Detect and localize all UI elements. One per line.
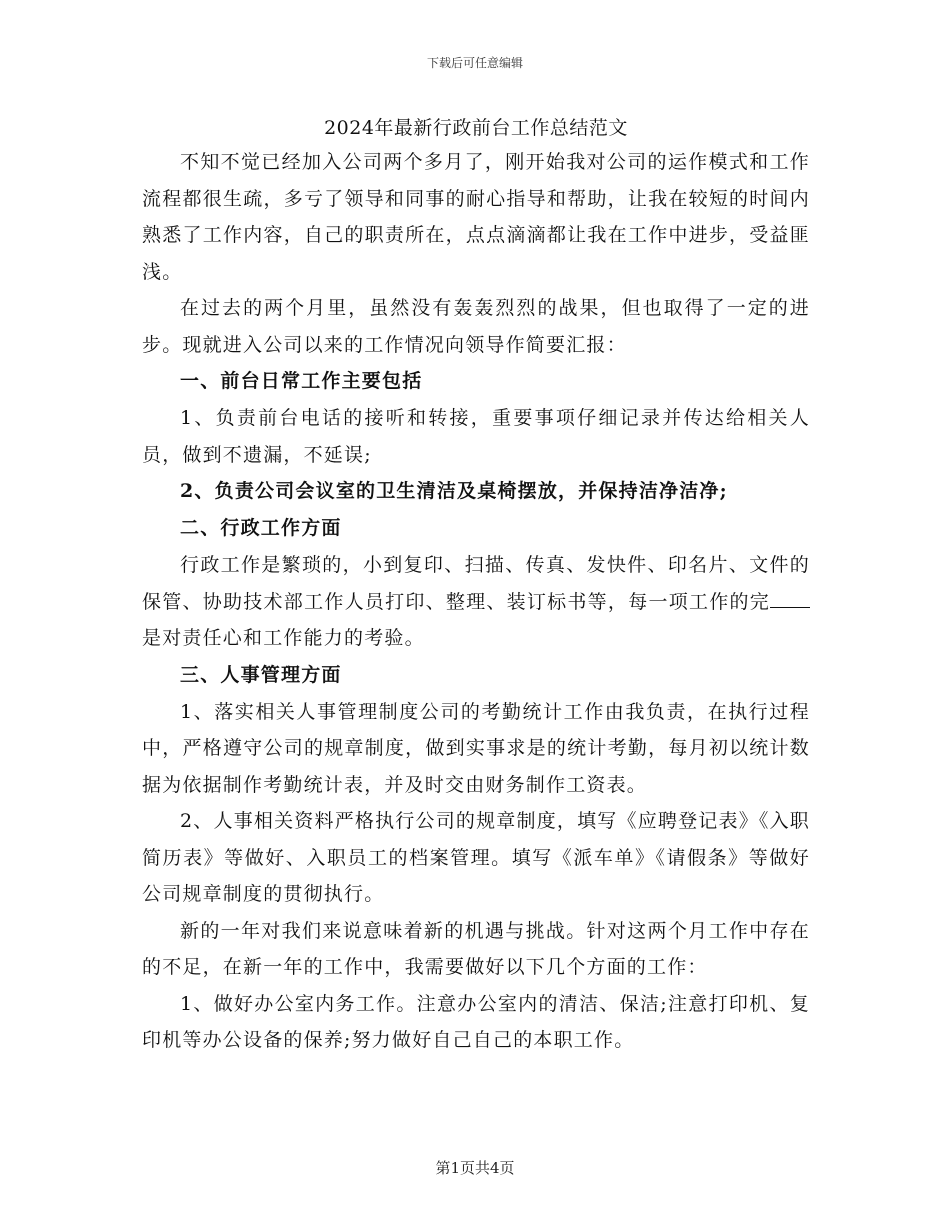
paragraph-meeting-room: 2、负责公司会议室的卫生清洁及桌椅摆放，并保持洁净洁净;: [180, 480, 728, 502]
paragraph-intro: 不知不觉已经加入公司两个多月了，刚开始我对公司的运作模式和工作流程都很生疏，多亏了领导和同事的耐心指导和帮助，让我在较短的时间内熟悉了工作内容，自己的职责所在，点点滴滴都让我在工作中进步，受益匪浅。: [142, 151, 810, 283]
paragraph-hr-records: 2、人事相关资料严格执行公司的规章制度，填写《应聘登记表》《入职简历表》等做好、入职员工的档案管理。填写《派车单》《请假条》等做好公司规章制度的贯彻执行。: [142, 810, 810, 905]
paragraph-phone-duty: 1、负责前台电话的接听和转接，重要事项仔细记录并传达给相关人员，做到不遗漏，不延误;: [142, 407, 810, 466]
document-body: [142, 112, 810, 1059]
paragraph-summary: 在过去的两个月里，虽然没有轰轰烈烈的战果，但也取得了一定的进步。现就进入公司以来的工作情况向领导作简要汇报：: [142, 297, 810, 356]
paragraph-admin-work-part-b: 是对责任心和工作能力的考验。: [142, 627, 425, 649]
page-header: 下载后可任意编辑: [426, 56, 523, 70]
paragraph-admin-work: [142, 547, 810, 657]
paragraph-new-year: 新的一年对我们来说意味着新的机遇与挑战。针对这两个月工作中存在的不足，在新一年的工作中，我需要做好以下几个方面的工作：: [142, 919, 810, 978]
paragraph-admin-work-part-a: 行政工作是繁琐的，小到复印、扫描、传真、发快件、印名片、文件的保管、协助技术部工作人员打印、整理、装订标书等，每一项工作的完: [142, 554, 810, 613]
document-title: 2024年最新行政前台工作总结范文: [324, 117, 628, 139]
paragraph-attendance: 1、落实相关人事管理制度公司的考勤统计工作由我负责，在执行过程中，严格遵守公司的规章制度，做到实事求是的统计考勤，每月初以统计数据为依据制作考勤统计表，并及时交由财务制作工资表。: [142, 700, 810, 796]
section-heading-admin: 二、行政工作方面: [180, 517, 342, 539]
page-footer: 第1页共4页: [435, 1159, 515, 1177]
blank-underline: [770, 589, 810, 608]
section-heading-hr: 三、人事管理方面: [180, 663, 342, 686]
paragraph-office-duties: 1、做好办公室内务工作。注意办公室内的清洁、保洁;注意打印机、复印机等办公设备的保养;努力做好自己自己的本职工作。: [142, 992, 810, 1051]
section-heading-front-desk: 一、前台日常工作主要包括: [180, 370, 423, 392]
